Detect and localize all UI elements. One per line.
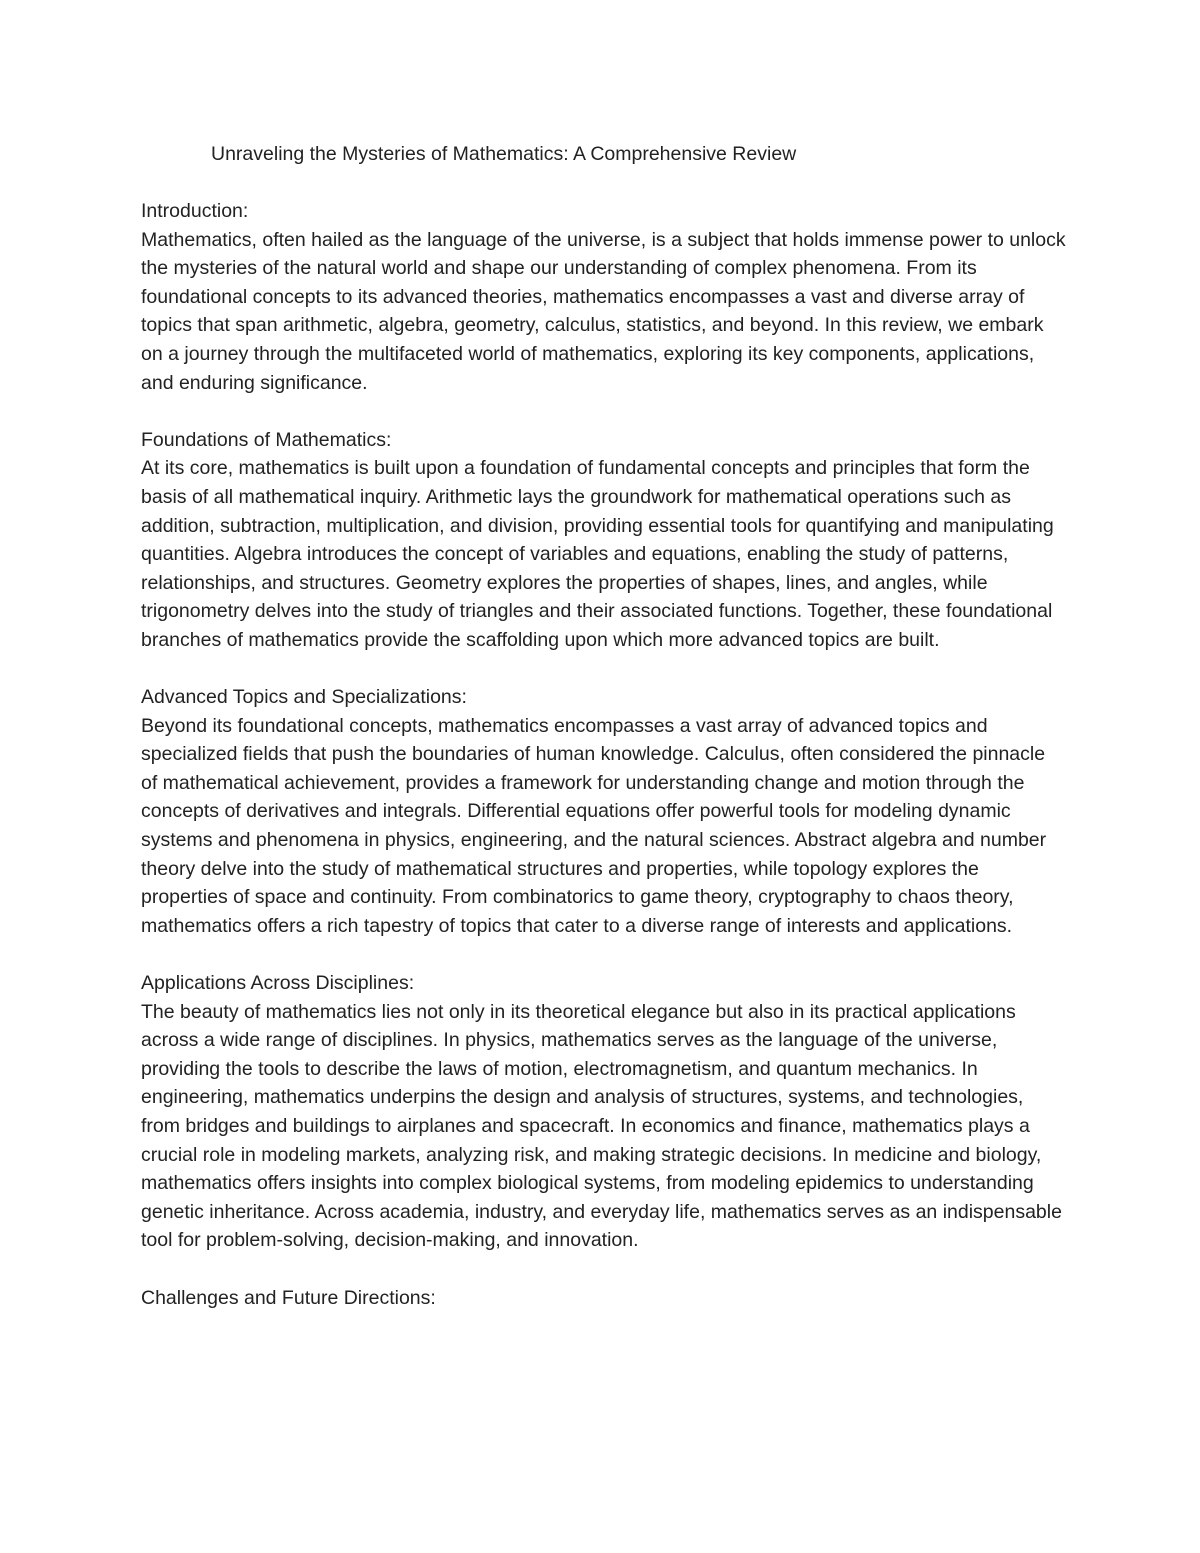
section-heading: Challenges and Future Directions:: [141, 1286, 436, 1309]
section-applications: [141, 969, 1066, 1255]
document-title: Unraveling the Mysteries of Mathematics: A Comprehensive Review: [211, 143, 797, 165]
section-paragraph: The beauty of mathematics lies not only in its theoretical elegance but also in its practical applications across a wide range of disciplines. In physics, mathematics serves as the language of the universe, providing the tools to describe the laws of motion, electromagnetism, and quantum mechanics. In engineering, mathematics underpins the design and analysis of structures, systems, and technologies, from bridges and buildings to airplanes and spacecraft. In economics and finance, mathematics plays a crucial role in modeling markets, analyzing risk, and making strategic decisions. In medicine and biology, mathematics offers insights into complex biological systems, from modeling epidemics to understanding genetic inheritance. Across academia, industry, and everyday life, mathematics serves as an indispensable tool for problem-solving, decision-making, and innovation.: [141, 1000, 1062, 1252]
section-challenges: [141, 1284, 1066, 1313]
document-body: [141, 197, 1066, 1341]
section-introduction: [141, 197, 1066, 397]
section-paragraph: At its core, mathematics is built upon a foundation of fundamental concepts and principles that form the basis of all mathematical inquiry. Arithmetic lays the groundwork for mathematical operations such as addition, subtraction, multiplication, and division, providing essential tools for quantifying and manipulating quantities. Algebra introduces the concept of variables and equations, enabling the study of patterns, relationships, and structures. Geometry explores the properties of shapes, lines, and angles, while trigonometry delves into the study of triangles and their associated functions. Together, these foundational branches of mathematics provide the scaffolding upon which more advanced topics are built.: [141, 457, 1054, 651]
section-heading: Advanced Topics and Specializations:: [141, 686, 467, 709]
section-heading: Applications Across Disciplines:: [141, 972, 415, 995]
section-advanced-topics: [141, 683, 1066, 940]
section-heading: Introduction:: [141, 200, 249, 222]
section-paragraph: Mathematics, often hailed as the language of the universe, is a subject that holds immense power to unlock the mysteries of the natural world and shape our understanding of complex phenomena. From its foundational concepts to its advanced theories, mathematics encompasses a vast and diverse array of topics that span arithmetic, algebra, geometry, calculus, statistics, and beyond. In this review, we embark on a journey through the multifaceted world of mathematics, exploring its key components, applications, and enduring significance.: [141, 228, 1066, 394]
section-paragraph: Beyond its foundational concepts, mathematics encompasses a vast array of advanced topics and specialized fields that push the boundaries of human knowledge. Calculus, often considered the pinnacle of mathematical achievement, provides a framework for understanding change and motion through the concepts of derivatives and integrals. Differential equations offer powerful tools for modeling dynamic systems and phenomena in physics, engineering, and the natural sciences. Abstract algebra and number theory delve into the study of mathematical structures and properties, while topology explores the properties of space and continuity. From combinatorics to game theory, cryptography to chaos theory, mathematics offers a rich tapestry of topics that cater to a diverse range of interests and applications.: [141, 714, 1047, 937]
section-foundations: [141, 426, 1066, 655]
section-heading: Foundations of Mathematics:: [141, 428, 392, 451]
